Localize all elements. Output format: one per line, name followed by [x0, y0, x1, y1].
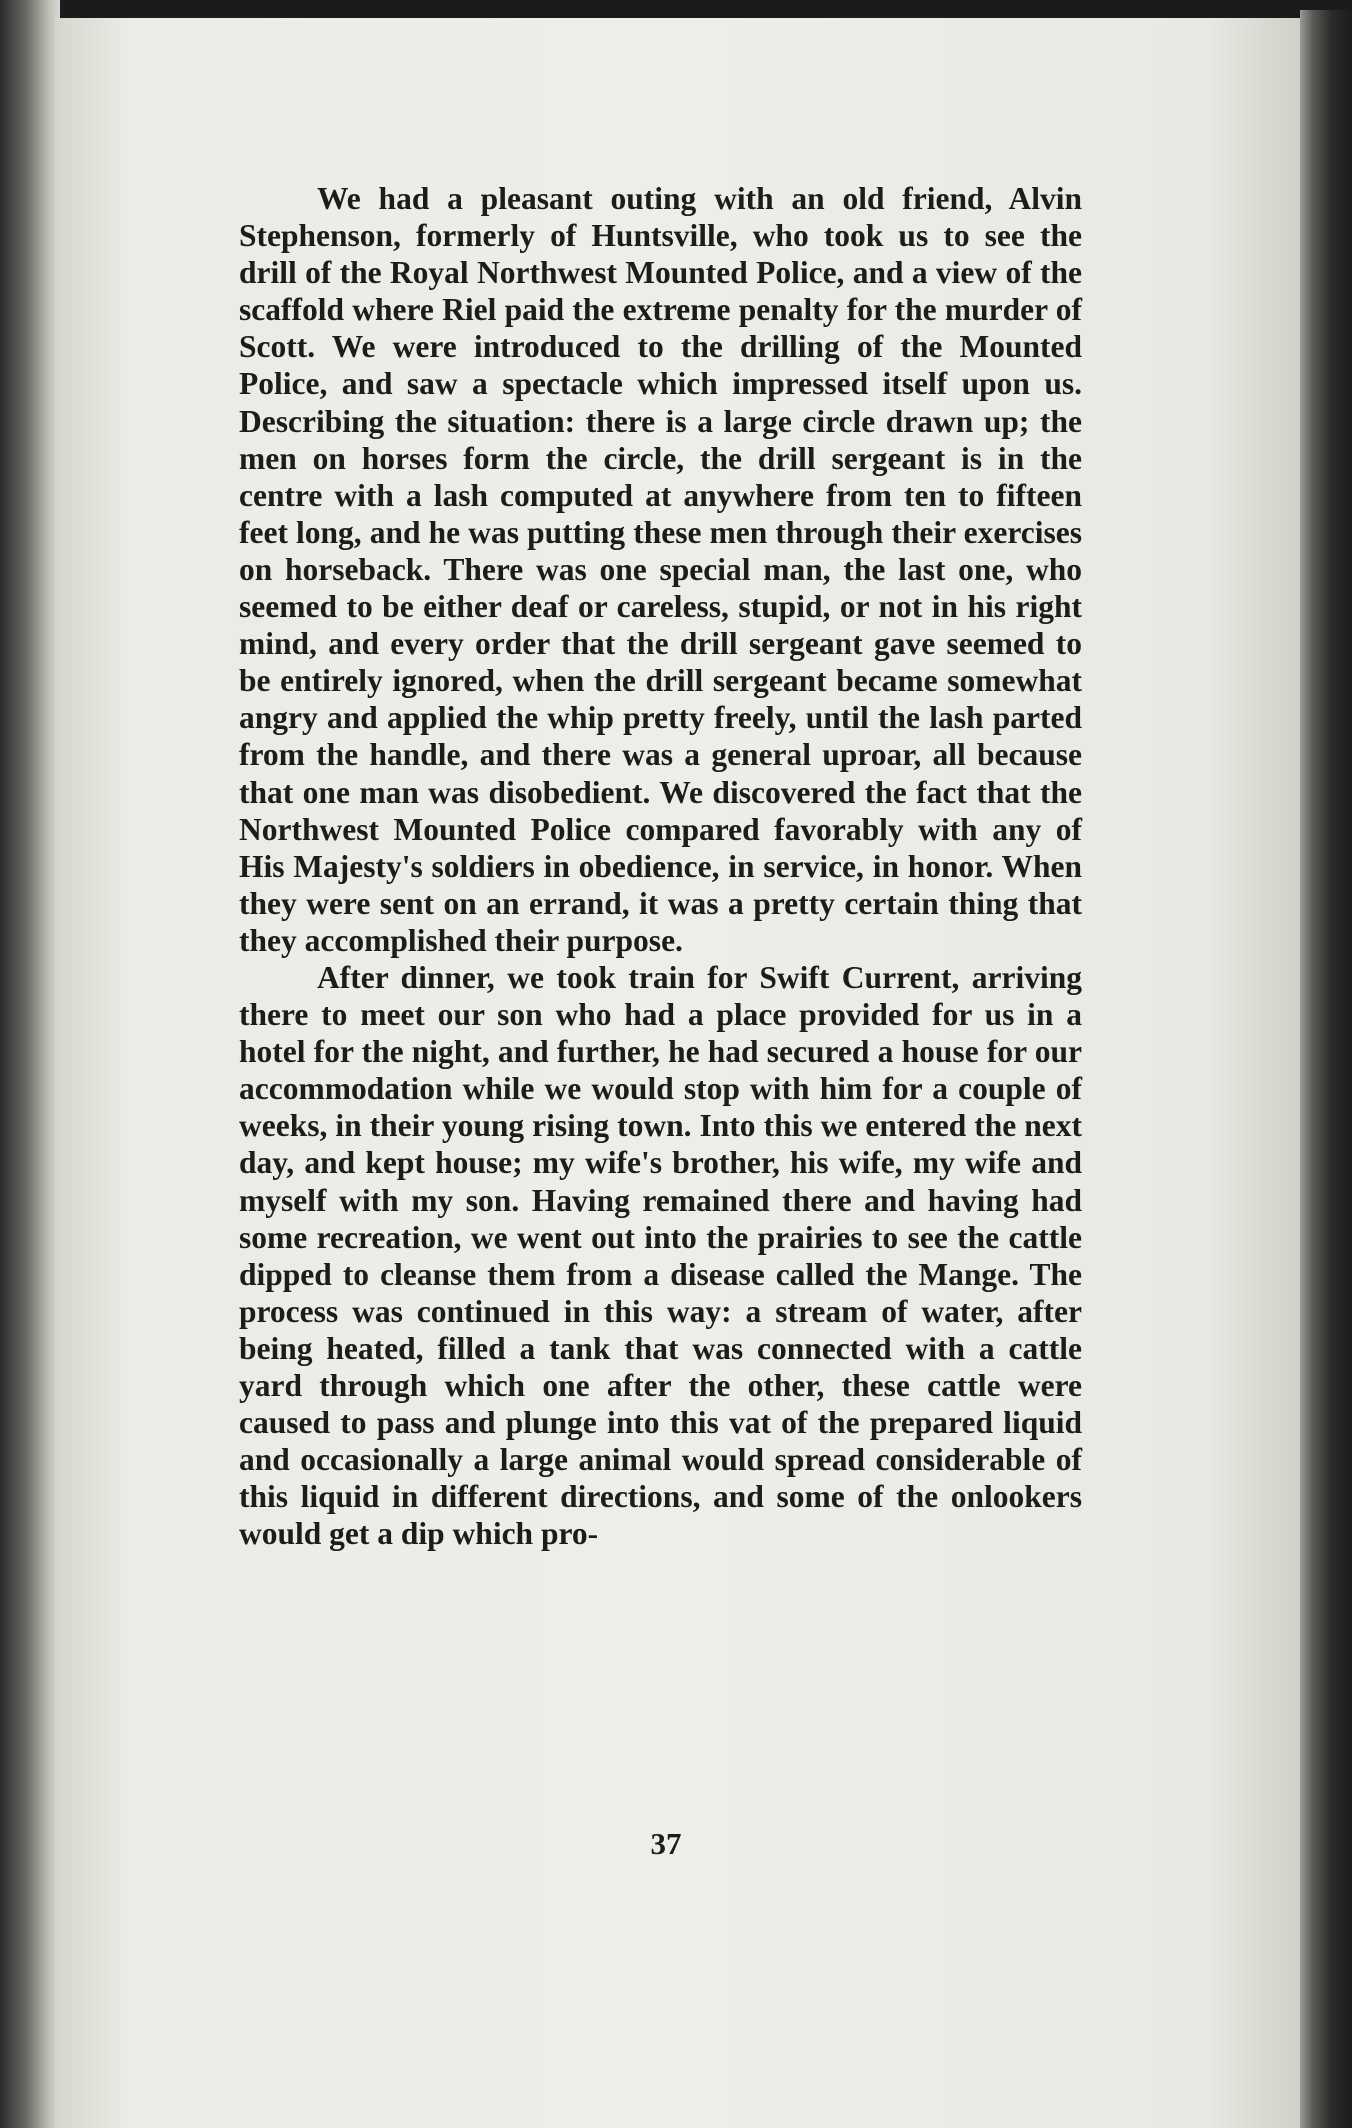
paragraph-1: We had a pleasant outing with an old friend, Alvin Stephenson, formerly of Huntsville, who took us to see the drill of the Royal Northwest Mounted Police, and a view of the scaffold where Riel paid the extreme penalty for the murder of Scott. We were introduced to the drilling of the Mounted Police, and saw a spectacle which impressed itself upon us. Describing the situation: there is a large circle drawn up; the men on horses form the circle, the drill sergeant is in the centre with a lash computed at anywhere from ten to fifteen feet long, and he was putting these men through their exercises on horseback. There was one special man, the last one, who seemed to be either deaf or careless, stupid, or not in his right mind, and every order that the drill sergeant gave seemed to be entirely ignored, when the drill sergeant became somewhat angry and applied the whip pretty freely, until the lash parted from the handle, and there was a general uproar, all because that one man was disobedient. We discovered the fact that the Northwest Mounted Police compared favorably with any of His Majesty's soldiers in obedience, in service, in honor. When they were sent on an errand, it was a pretty certain thing that they accomplished their purpose. — [239, 181, 1082, 958]
page-number — [0, 1826, 1352, 1862]
page-number-text: 37 — [650, 1826, 682, 1861]
page-edge-shadow — [1300, 10, 1352, 2128]
book-gutter — [0, 0, 60, 2128]
body-text — [239, 180, 1082, 1552]
paragraph-2: After dinner, we took train for Swift Current, arriving there to meet our son who had a place provided for us in a hotel for the night, and further, he had secured a house for our accommodation while we would stop with him for a couple of weeks, in their young rising town. Into this we entered the next day, and kept house; my wife's brother, his wife, my wife and myself with my son. Having remained there and having had some recreation, we went out into the prairies to see the cattle dipped to cleanse them from a disease called the Mange. The process was continued in this way: a stream of water, after being heated, filled a tank that was connected with a cattle yard through which one after the other, these cattle were caused to pass and plunge into this vat of the prepared liquid and occasionally a large animal would spread considerable of this liquid in different directions, and some of the onlookers would get a dip which pro- — [239, 959, 1082, 1552]
